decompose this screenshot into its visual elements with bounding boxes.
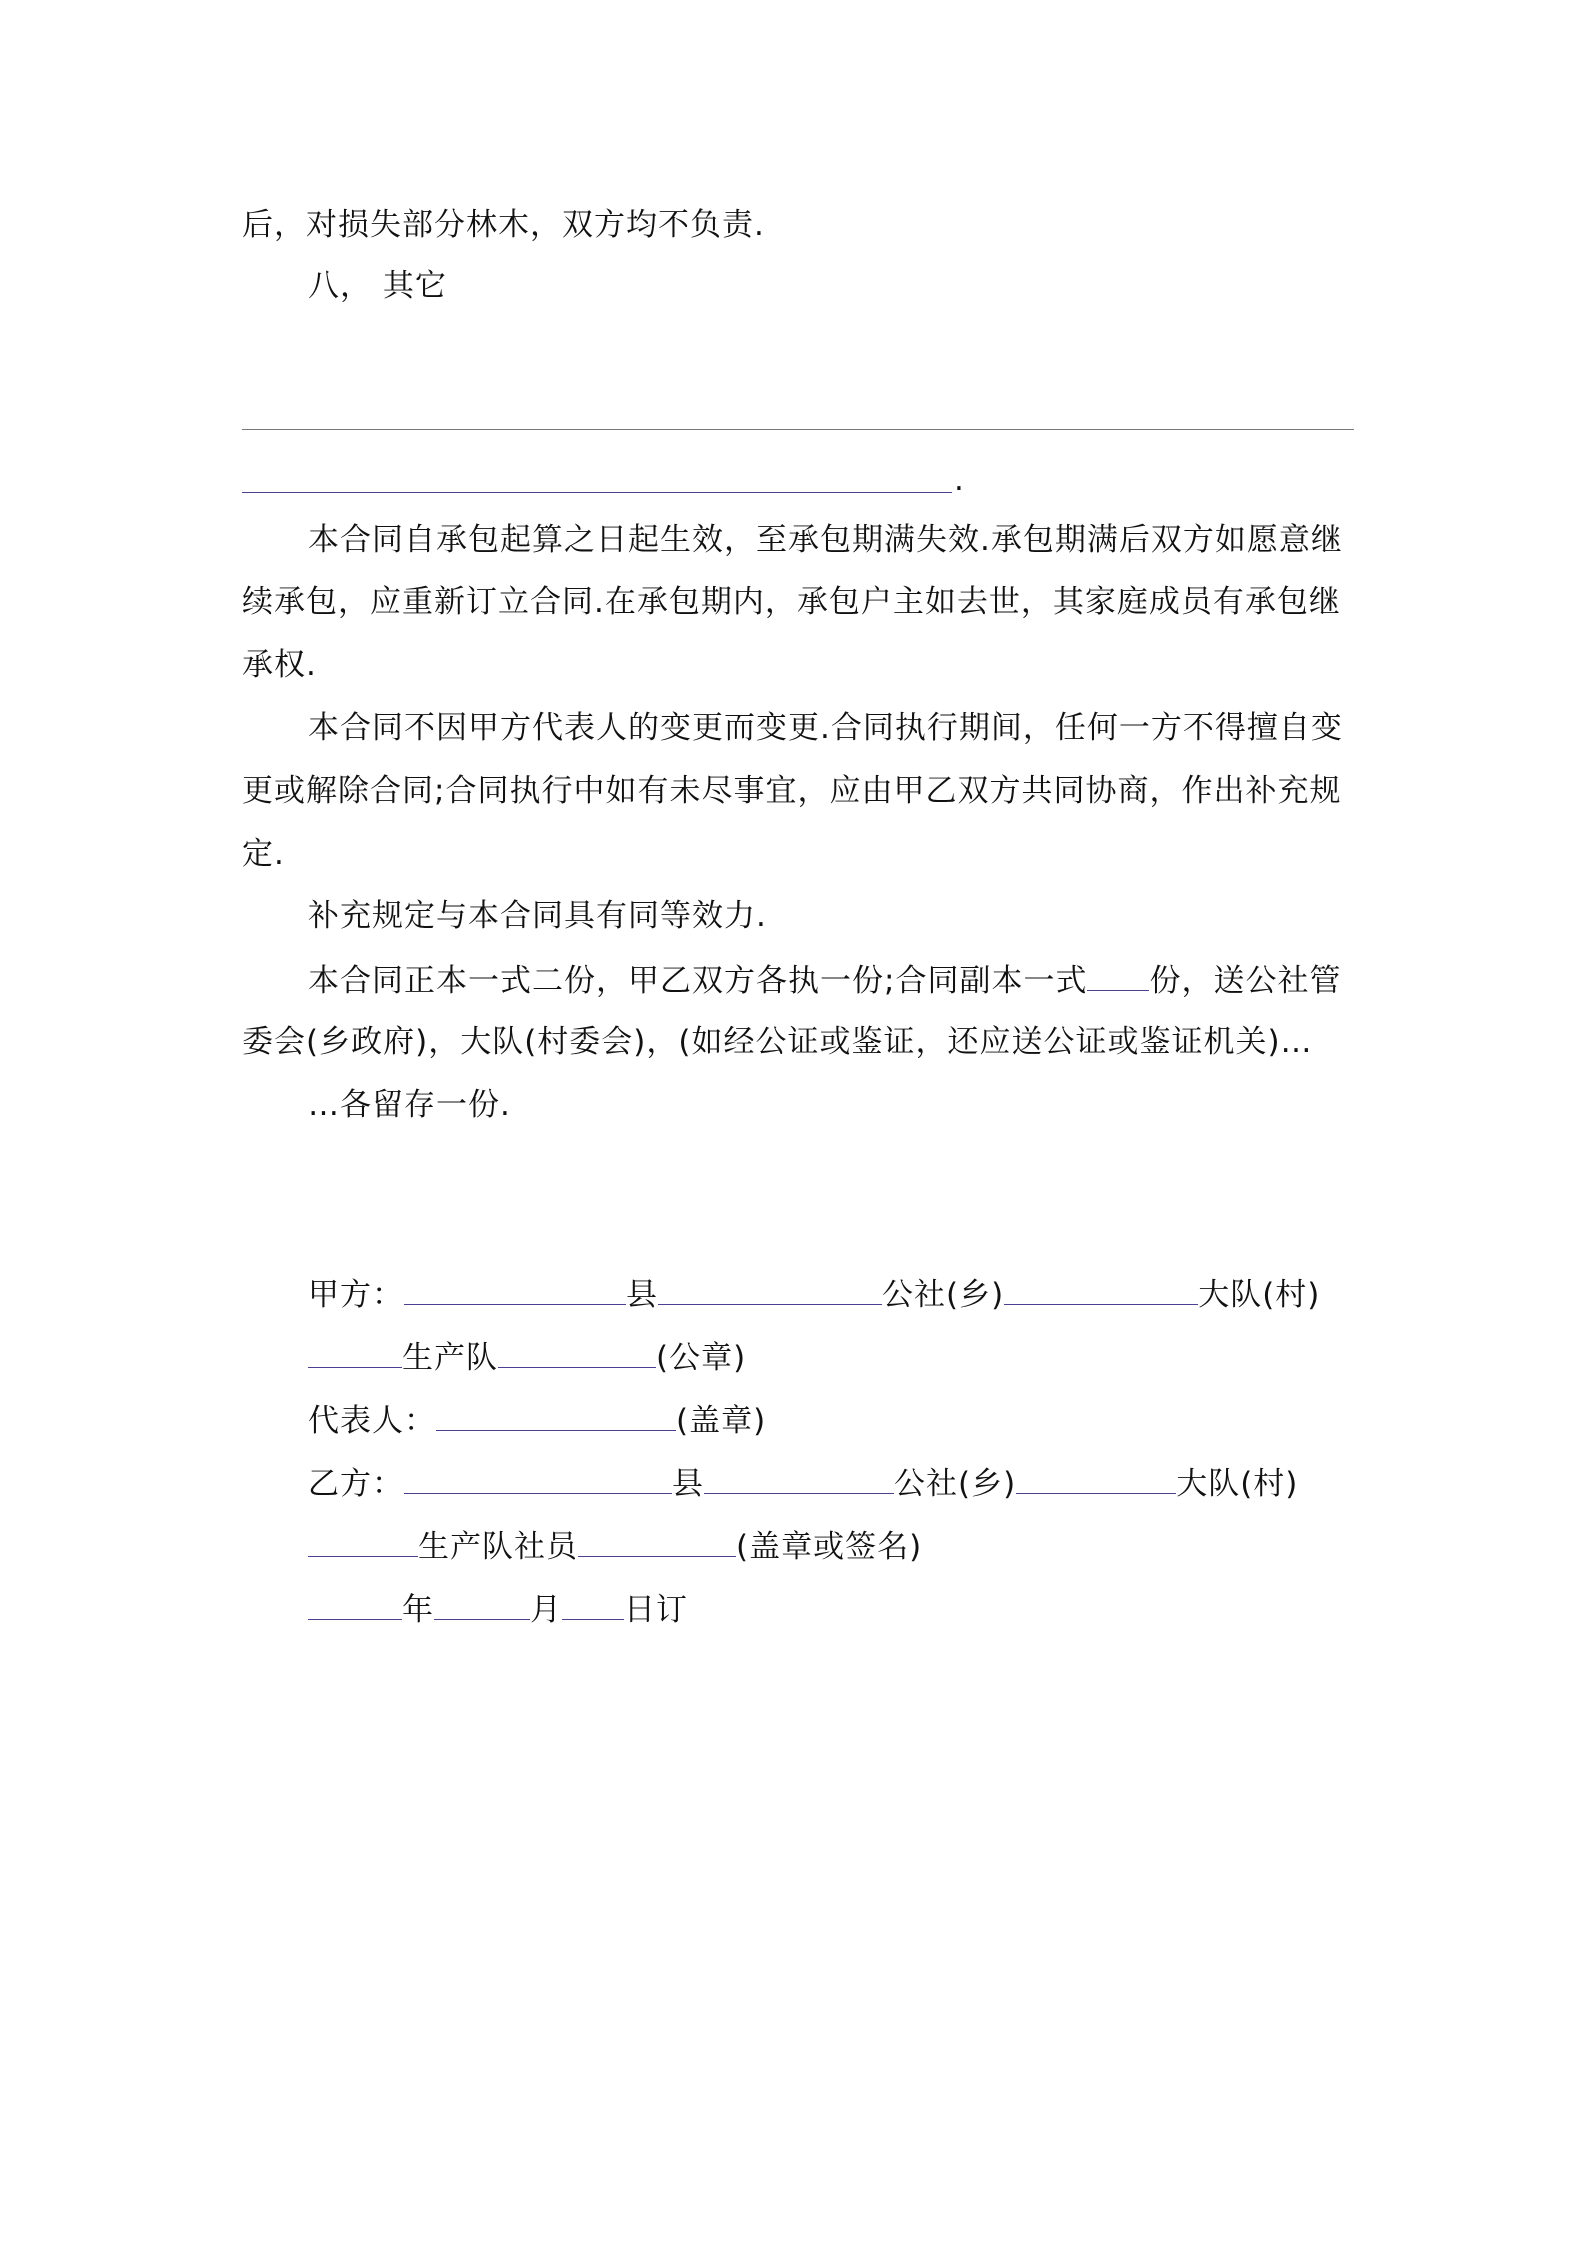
party-a-commune-blank[interactable]: [658, 1274, 882, 1305]
copies-text-b: 份，送公社管: [1149, 963, 1342, 999]
paragraph-effect-line-2: 续承包，应重新订立合同.在承包期内，承包户主如去世，其家庭成员有承包继: [242, 584, 1341, 620]
copies-count-blank[interactable]: [1087, 960, 1149, 991]
date-line: [308, 1589, 688, 1630]
party-b-team-blank[interactable]: [308, 1526, 418, 1557]
representative-label: 代表人：: [308, 1403, 436, 1439]
paragraph-supplement: 补充规定与本合同具有同等效力.: [308, 898, 767, 934]
party-b-county-blank[interactable]: [404, 1463, 672, 1494]
fill-in-line: [242, 492, 952, 493]
party-b-line: [308, 1463, 1298, 1504]
year-label: 年: [402, 1592, 434, 1628]
year-blank[interactable]: [308, 1589, 402, 1620]
copies-text-a: 本合同正本一式二份，甲乙双方各执一份;合同副本一式: [308, 963, 1088, 999]
paragraph-change-line-1: 本合同不因甲方代表人的变更而变更.合同执行期间，任何一方不得擅自变: [308, 710, 1343, 746]
day-blank[interactable]: [562, 1589, 624, 1620]
party-a-label: 甲方：: [308, 1277, 404, 1313]
party-a-brigade-label: 大队(村): [1198, 1277, 1321, 1313]
party-b-seal-blank[interactable]: [578, 1526, 736, 1557]
party-a-seal-blank[interactable]: [498, 1337, 656, 1368]
trailing-period: .: [954, 462, 965, 498]
party-a-commune-label: 公社(乡): [882, 1277, 1005, 1313]
paragraph-copies-line-3: …各留存一份.: [308, 1087, 511, 1123]
text-line: 后，对损失部分林木，双方均不负责.: [242, 207, 765, 243]
party-a-team-blank[interactable]: [308, 1337, 402, 1368]
party-b-seal-label: (盖章或签名): [736, 1529, 923, 1565]
paragraph-effect-line-3: 承权.: [242, 647, 317, 683]
party-b-brigade-label: 大队(村): [1176, 1466, 1299, 1502]
representative-seal-label: (盖章): [676, 1403, 767, 1439]
party-a-county-label: 县: [626, 1277, 658, 1313]
party-b-team-label: 生产队社员: [418, 1529, 578, 1565]
party-a-county-blank[interactable]: [404, 1274, 626, 1305]
party-b-brigade-blank[interactable]: [1016, 1463, 1176, 1494]
party-a-seal-label: (公章): [656, 1340, 747, 1376]
paragraph-effect-line-1: 本合同自承包起算之日起生效，至承包期满失效.承包期满后双方如愿意继: [308, 522, 1343, 558]
representative-blank[interactable]: [436, 1400, 676, 1431]
paragraph-copies-line-2: 委会(乡政府)，大队(村委会)，(如经公证或鉴证，还应送公证或鉴证机关)…: [242, 1024, 1313, 1060]
paragraph-change-line-2: 更或解除合同;合同执行中如有未尽事宜，应由甲乙双方共同协商，作出补充规: [242, 773, 1342, 809]
paragraph-copies-line-1: [308, 960, 1341, 1001]
section-heading-other: 八， 其它: [308, 268, 447, 304]
party-b-label: 乙方：: [308, 1466, 404, 1502]
party-b-commune-label: 公社(乡): [894, 1466, 1017, 1502]
party-b-county-label: 县: [672, 1466, 704, 1502]
party-b-team-line: [308, 1526, 922, 1567]
party-a-team-line: [308, 1337, 746, 1378]
party-b-commune-blank[interactable]: [704, 1463, 894, 1494]
party-a-brigade-blank[interactable]: [1004, 1274, 1198, 1305]
month-label: 月: [530, 1592, 562, 1628]
day-signed-label: 日订: [624, 1592, 688, 1628]
party-a-team-label: 生产队: [402, 1340, 498, 1376]
month-blank[interactable]: [434, 1589, 530, 1620]
party-a-line: [308, 1274, 1320, 1315]
representative-line: [308, 1400, 766, 1441]
fill-in-line: [242, 429, 1354, 430]
paragraph-change-line-3: 定.: [242, 836, 285, 872]
